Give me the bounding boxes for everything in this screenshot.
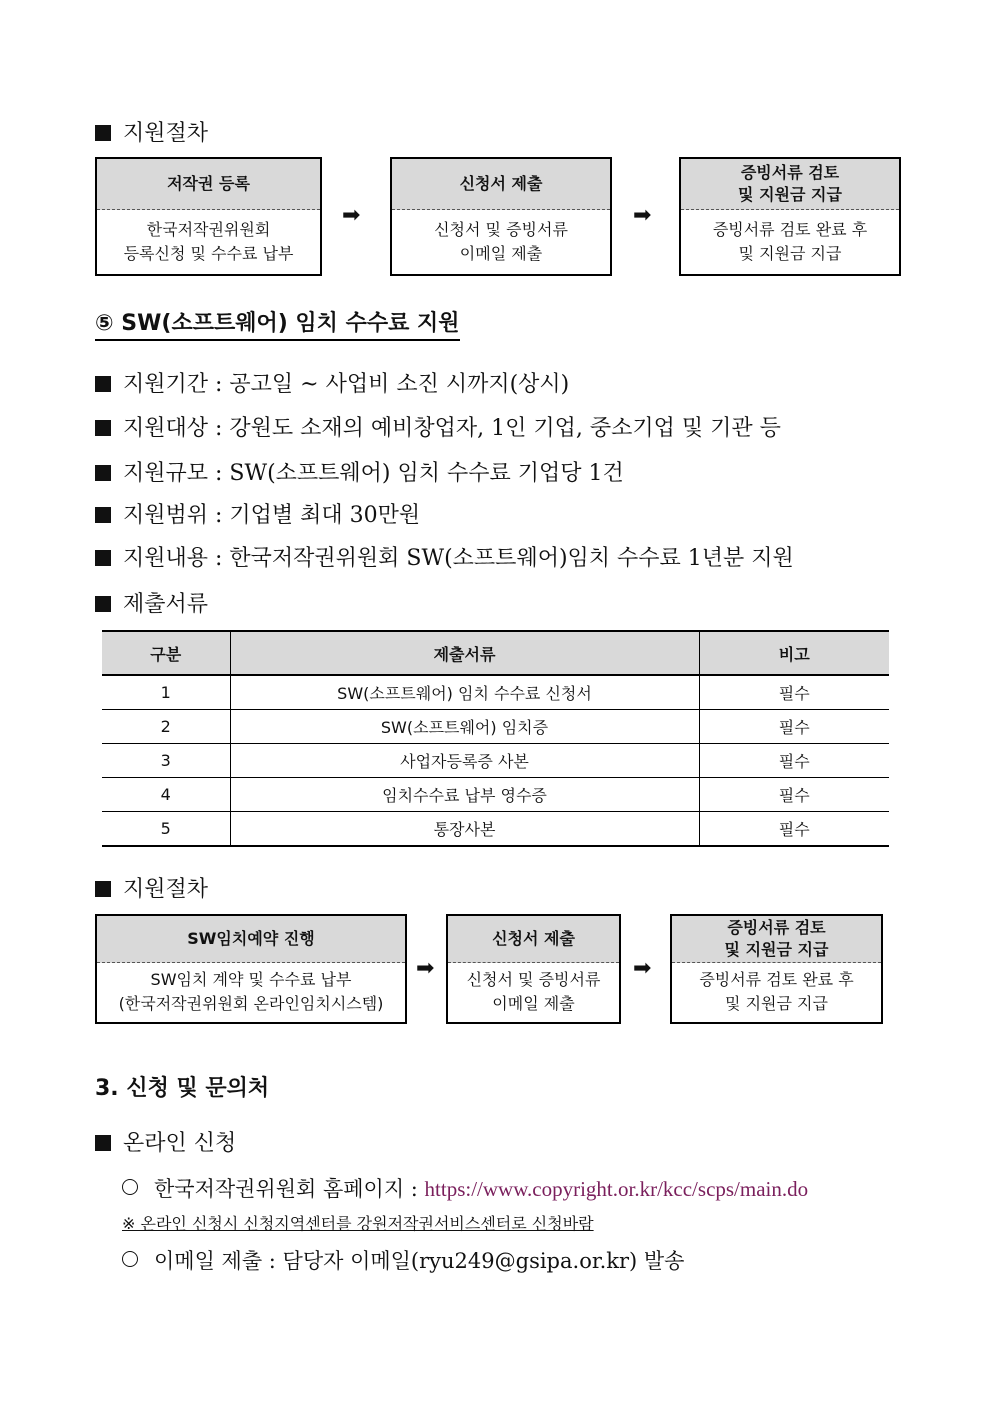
table-cell: 필수 <box>699 812 889 847</box>
flow-step-review <box>670 914 883 1024</box>
circle-bullet-icon <box>122 1179 138 1195</box>
square-bullet-icon <box>95 465 111 481</box>
square-bullet-icon <box>95 420 111 436</box>
table-cell: 5 <box>102 812 230 847</box>
flow-step-desc: 신청서 및 증빙서류 <box>434 219 568 239</box>
flow-step-submit <box>446 914 621 1024</box>
table-cell: 필수 <box>699 675 889 710</box>
flow-step-sw-escrow <box>95 914 407 1024</box>
flow-step-desc: (한국저작권위원회 온라인임치시스템) <box>118 994 384 1013</box>
arrow-right-icon: ➡ <box>342 203 361 228</box>
homepage-link[interactable]: https://www.copyright.or.kr/kcc/scps/main.do <box>424 1177 809 1201</box>
table-row <box>102 675 889 710</box>
flow-step-title: 신청서 제출 <box>459 174 543 193</box>
arrow-right-icon: ➡ <box>633 203 652 228</box>
table-cell: 1 <box>102 675 230 710</box>
bullet-support-period: 지원기간 : 공고일 ~ 사업비 소진 시까지(상시) <box>95 367 569 398</box>
table-row <box>102 812 889 847</box>
bullet-support-target: 지원대상 : 강원도 소재의 예비창업자, 1인 기업, 중소기업 및 기관 등 <box>95 411 781 442</box>
flow-step-desc: 및 지원금 지급 <box>738 243 842 263</box>
arrow-right-icon: ➡ <box>633 956 652 981</box>
flow-step-desc: 증빙서류 검토 완료 후 <box>712 219 868 239</box>
square-bullet-icon <box>95 125 111 141</box>
table-cell: 4 <box>102 778 230 812</box>
table-header-row <box>102 631 889 675</box>
table-header: 구분 <box>102 631 230 675</box>
procedure-heading: 지원절차 <box>95 872 208 903</box>
flow-step-title: 및 지원금 지급 <box>738 185 842 204</box>
square-bullet-icon <box>95 507 111 523</box>
table-cell: 통장사본 <box>230 812 699 847</box>
flow-step-title: 신청서 제출 <box>492 929 575 948</box>
flow-step-register <box>95 157 322 276</box>
procedure-heading: 지원절차 <box>95 116 208 147</box>
email-line: 이메일 제출 : 담당자 이메일(ryu249@gsipa.or.kr) 발송 <box>122 1245 684 1275</box>
table-cell: SW(소프트웨어) 임치 수수료 신청서 <box>230 675 699 710</box>
online-application-heading: 온라인 신청 <box>95 1126 236 1157</box>
flow-step-desc: 이메일 제출 <box>459 243 543 263</box>
flow-step-title: SW임치예약 진행 <box>187 929 315 948</box>
circle-bullet-icon <box>122 1251 138 1267</box>
bullet-support-content: 지원내용 : 한국저작권위원회 SW(소프트웨어)임치 수수료 1년분 지원 <box>95 541 794 572</box>
flow-step-desc: 등록신청 및 수수료 납부 <box>123 243 294 263</box>
flow-step-title: 증빙서류 검토 <box>740 163 840 182</box>
flow-step-desc: 증빙서류 검토 완료 후 <box>699 970 854 989</box>
table-cell: 필수 <box>699 744 889 778</box>
flow-step-desc: 및 지원금 지급 <box>725 994 828 1013</box>
flow-step-desc: 신청서 및 증빙서류 <box>466 970 601 989</box>
table-cell: 3 <box>102 744 230 778</box>
table-cell: 2 <box>102 710 230 744</box>
table-row <box>102 778 889 812</box>
square-bullet-icon <box>95 596 111 612</box>
flow-step-desc: 한국저작권위원회 <box>146 219 271 239</box>
table-header: 제출서류 <box>230 631 699 675</box>
table-row <box>102 744 889 778</box>
bullet-submit-docs: 제출서류 <box>95 587 208 618</box>
square-bullet-icon <box>95 1135 111 1151</box>
table-row <box>102 710 889 744</box>
table-cell: SW(소프트웨어) 임치증 <box>230 710 699 744</box>
table-cell: 필수 <box>699 778 889 812</box>
flow-step-review <box>679 157 901 276</box>
square-bullet-icon <box>95 550 111 566</box>
bullet-support-scale: 지원규모 : SW(소프트웨어) 임치 수수료 기업당 1건 <box>95 456 624 487</box>
flow-step-submit <box>390 157 612 276</box>
flow-step-desc: SW임치 계약 및 수수료 납부 <box>150 970 352 989</box>
flow-step-title: 저작권 등록 <box>167 174 250 193</box>
bullet-support-range: 지원범위 : 기업별 최대 30만원 <box>95 498 420 529</box>
section-title: ⑤ SW(소프트웨어) 임치 수수료 지원 <box>95 306 460 341</box>
flow-step-desc: 이메일 제출 <box>492 994 575 1013</box>
table-cell: 임치수수료 납부 영수증 <box>230 778 699 812</box>
arrow-right-icon: ➡ <box>416 956 435 981</box>
table-cell: 필수 <box>699 710 889 744</box>
submission-documents-table <box>102 630 889 847</box>
homepage-line: 한국저작권위원회 홈페이지 : https://www.copyright.or.kr/kcc/scps/main.do <box>122 1173 808 1203</box>
table-header: 비고 <box>699 631 889 675</box>
table-cell: 사업자등록증 사본 <box>230 744 699 778</box>
application-note: ※ 온라인 신청시 신청지역센터를 강원저작권서비스센터로 신청바람 <box>122 1214 594 1233</box>
square-bullet-icon <box>95 881 111 897</box>
section-title: 3. 신청 및 문의처 <box>95 1076 270 1101</box>
flow-step-title: 및 지원금 지급 <box>724 940 829 959</box>
square-bullet-icon <box>95 376 111 392</box>
flow-step-title: 증빙서류 검토 <box>727 918 826 937</box>
